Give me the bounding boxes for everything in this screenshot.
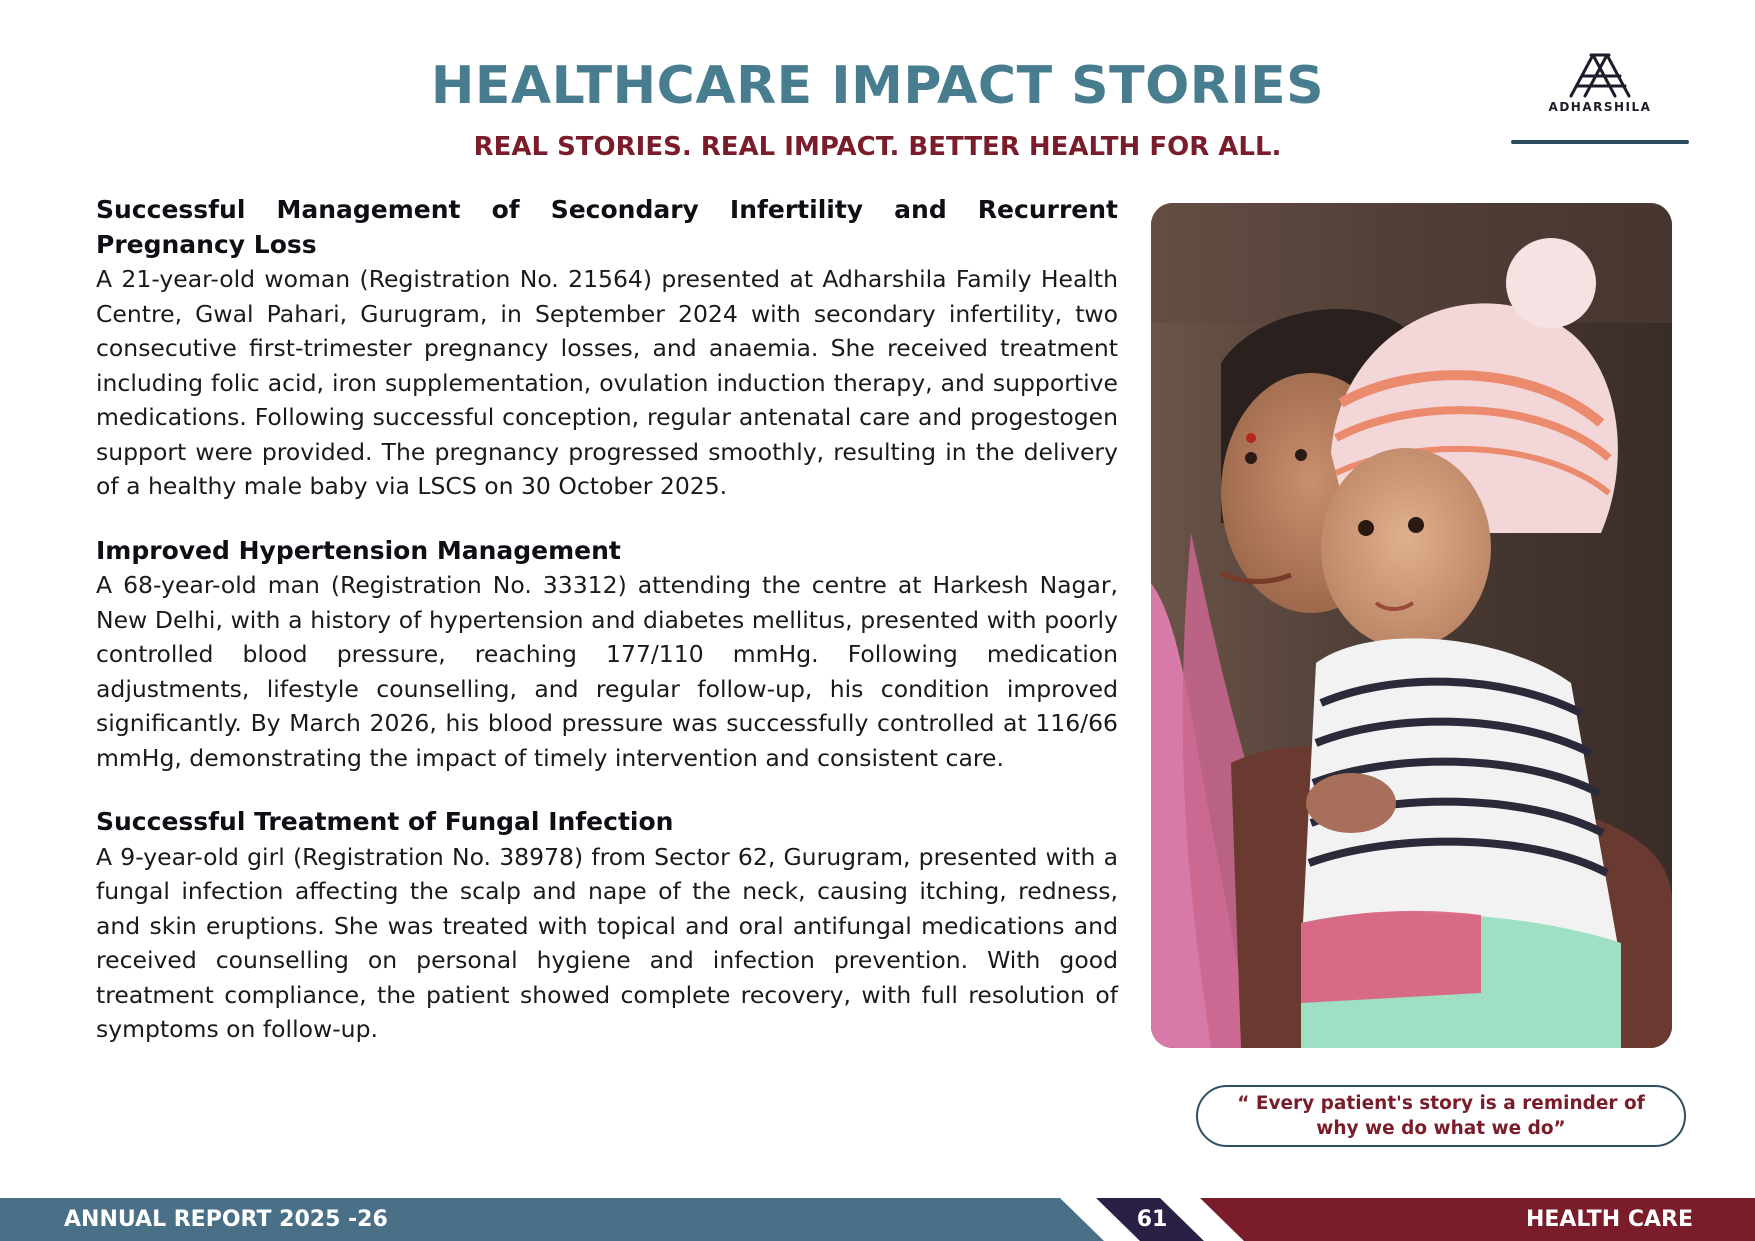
logo-text: ADHARSHILA <box>1548 100 1652 114</box>
adharshila-logo <box>1535 52 1665 114</box>
story-heading: Improved Hypertension Management <box>96 535 621 565</box>
story-heading: Successful Management of Secondary Infertility and Recurrent Pregnancy Loss <box>96 195 1118 259</box>
story-hypertension <box>96 534 1118 776</box>
ladder-a-logo-icon <box>1565 52 1635 98</box>
page-title: HEALTHCARE IMPACT STORIES <box>430 56 1325 116</box>
mother-and-baby-photo <box>1151 203 1672 1048</box>
story-body: A 68-year-old man (Registration No. 33312) attending the centre at Harkesh Nagar, New Delhi, with a history of hypertension and diabetes mellitus, presented with poorly controlled blood pressure, reaching 177/110 mmHg. Following medication adjustments, lifestyle counselling, and regular follow-up, his condition improved significantly. By March 2026, his blood pressure was successfully controlled at 116/66 mmHg, demonstrating the impact of timely intervention and consistent care. <box>96 571 1118 772</box>
story-body: A 21-year-old woman (Registration No. 21564) presented at Adharshila Family Health Centre, Gwal Pahari, Gurugram, in September 2024 with secondary infertility, two consecutive first-trimester pregnancy losses, and anaemia. She received treatment including folic acid, iron supplementation, ovulation induction therapy, and supportive medications. Following successful conception, regular antenatal care and progestogen support were provided. The pregnancy progressed smoothly, resulting in the delivery of a healthy male baby via LSCS on 30 October 2025. <box>96 265 1118 500</box>
story-infertility <box>96 193 1118 504</box>
stories-column <box>96 193 1118 1077</box>
page-subtitle: REAL STORIES. REAL IMPACT. BETTER HEALTH FOR ALL. <box>473 132 1282 162</box>
story-heading: Successful Treatment of Fungal Infection <box>96 807 674 836</box>
story-fungal-infection <box>96 805 1118 1047</box>
story-body: A 9-year-old girl (Registration No. 38978) from Sector 62, Gurugram, presented with a fungal infection affecting the scalp and nape of the neck, causing itching, redness, and skin eruptions. She was treated with topical and oral antifungal medications and received counselling on personal hygiene and infection prevention. With good treatment compliance, the patient showed complete recovery, with full resolution of symptoms on follow-up. <box>96 842 1118 1043</box>
header-rule <box>1511 140 1689 144</box>
footer-report-title: ANNUAL REPORT 2025 -26 <box>64 1207 388 1232</box>
footer-band <box>0 1198 1755 1241</box>
page-number: 61 <box>1136 1207 1168 1232</box>
quote-box: “ Every patient's story is a reminder of why we do what we do” <box>1196 1085 1686 1147</box>
footer-section-name: HEALTH CARE <box>1525 1207 1693 1232</box>
